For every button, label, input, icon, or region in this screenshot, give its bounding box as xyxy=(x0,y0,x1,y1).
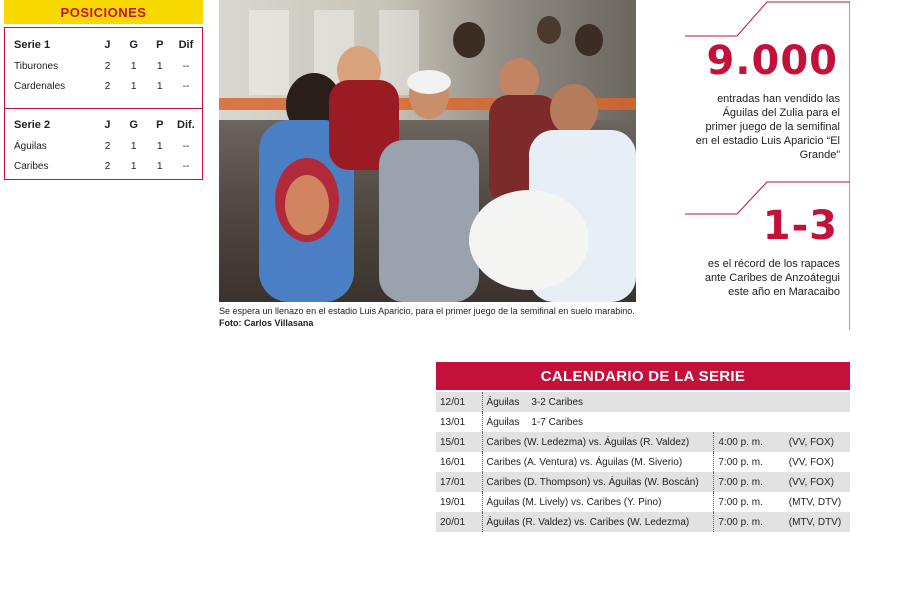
calendario-title: CALENDARIO DE LA SERIE xyxy=(436,362,850,390)
game-date: 19/01 xyxy=(440,496,466,508)
game-result: 3-2 Caribes xyxy=(531,396,584,408)
game-date: 13/01 xyxy=(440,416,466,428)
serie2-header-dif: Dif. xyxy=(177,119,195,131)
game-tv: (VV, FOX) xyxy=(785,432,850,452)
game-time: 7:00 p. m. xyxy=(714,472,785,492)
posiciones-title: POSICIONES xyxy=(4,0,203,24)
serie2-header-row xyxy=(14,114,199,136)
team-dif: -- xyxy=(182,80,190,92)
team-p: 1 xyxy=(156,80,163,92)
table-row xyxy=(14,156,199,176)
team-j: 2 xyxy=(104,160,111,172)
game-time: 7:00 p. m. xyxy=(714,512,785,532)
game-time: 7:00 p. m. xyxy=(714,492,785,512)
team-name: Caribes xyxy=(14,160,49,172)
table-row xyxy=(14,56,199,76)
game-time: 7:00 p. m. xyxy=(714,452,785,472)
stat-text-tickets: entradas han vendido las Águilas del Zulia para el primer juego de la semifinal en el estadio Luis Aparicio “El Grande” xyxy=(695,93,840,161)
stat-value-record: 1-3 xyxy=(762,203,838,249)
game-match: Águilas (R. Valdez) vs. Caribes (W. Ledezma) xyxy=(482,512,714,532)
game-tv: (VV, FOX) xyxy=(785,472,850,492)
game-result: 1-7 Caribes xyxy=(531,416,584,428)
table-row xyxy=(436,452,850,472)
team-j: 2 xyxy=(104,60,111,72)
game-tv: (MTV, DTV) xyxy=(788,496,842,508)
team-name: Águilas xyxy=(14,140,47,152)
game-match: Águilas (M. Lively) vs. Caribes (Y. Pino) xyxy=(482,492,714,512)
posiciones-divider xyxy=(5,108,202,109)
game-tv: (VV, FOX) xyxy=(788,456,834,468)
serie1-header-g: G xyxy=(129,39,138,51)
table-row xyxy=(436,512,850,532)
table-row xyxy=(436,492,850,512)
stats-panel xyxy=(685,0,850,330)
table-row xyxy=(436,432,850,452)
game-date: 16/01 xyxy=(440,456,466,468)
crowd-illustration xyxy=(219,0,636,302)
game-match xyxy=(482,392,850,412)
serie1-header-row xyxy=(14,34,199,56)
game-match xyxy=(482,412,850,432)
table-row xyxy=(436,412,850,432)
serie2-header-name: Serie 2 xyxy=(14,119,51,131)
game-team: Águilas xyxy=(486,396,520,408)
team-j: 2 xyxy=(104,80,111,92)
team-g: 1 xyxy=(130,80,137,92)
stat-text-record: es el récord de los rapaces ante Caribes de Anzoátegui este año en Maracaibo xyxy=(704,258,840,298)
game-match: Caribes (W. Ledezma) vs. Águilas (R. Valdez) xyxy=(482,432,714,452)
game-team: Águilas xyxy=(486,416,520,428)
game-date: 12/01 xyxy=(436,392,482,412)
serie1-table xyxy=(14,34,199,96)
game-match: Caribes (D. Thompson) vs. Águilas (W. Boscán) xyxy=(482,472,714,492)
photo-caption xyxy=(219,305,636,329)
team-g: 1 xyxy=(130,140,137,152)
team-g: 1 xyxy=(130,160,137,172)
team-name: Cardenales xyxy=(14,80,66,92)
table-row xyxy=(436,392,850,412)
table-row xyxy=(436,472,850,492)
stat-value-tickets: 9.000 xyxy=(706,38,838,84)
game-time: 4:00 p. m. xyxy=(714,432,785,452)
serie2-header-j: J xyxy=(104,119,111,131)
game-match: Caribes (A. Ventura) vs. Águilas (M. Siverio) xyxy=(482,452,714,472)
crowd-photo xyxy=(219,0,636,302)
team-name: Tiburones xyxy=(14,60,59,72)
game-date: 20/01 xyxy=(436,512,482,532)
game-date: 17/01 xyxy=(436,472,482,492)
serie2-header-g: G xyxy=(129,119,138,131)
caption-text: Se espera un llenazo en el estadio Luis Aparicio, para el primer juego de la semifinal en suelo marabino. xyxy=(219,306,635,316)
photo-credit: Foto: Carlos Villasana xyxy=(219,318,314,328)
team-dif: -- xyxy=(182,160,190,172)
serie2-table xyxy=(14,114,199,176)
team-p: 1 xyxy=(156,60,163,72)
team-dif: -- xyxy=(182,140,190,152)
serie1-header-name: Serie 1 xyxy=(14,39,51,51)
team-p: 1 xyxy=(156,160,163,172)
table-row xyxy=(14,76,199,96)
serie1-header-dif: Dif xyxy=(178,39,194,51)
serie2-header-p: P xyxy=(156,119,164,131)
game-date: 15/01 xyxy=(436,432,482,452)
team-dif: -- xyxy=(182,60,190,72)
table-row xyxy=(14,136,199,156)
calendario-table xyxy=(436,392,850,532)
serie1-header-j: J xyxy=(104,39,111,51)
team-g: 1 xyxy=(130,60,137,72)
game-tv: (MTV, DTV) xyxy=(785,512,850,532)
serie1-header-p: P xyxy=(156,39,164,51)
posiciones-box xyxy=(4,27,203,180)
team-p: 1 xyxy=(156,140,163,152)
team-j: 2 xyxy=(104,140,111,152)
